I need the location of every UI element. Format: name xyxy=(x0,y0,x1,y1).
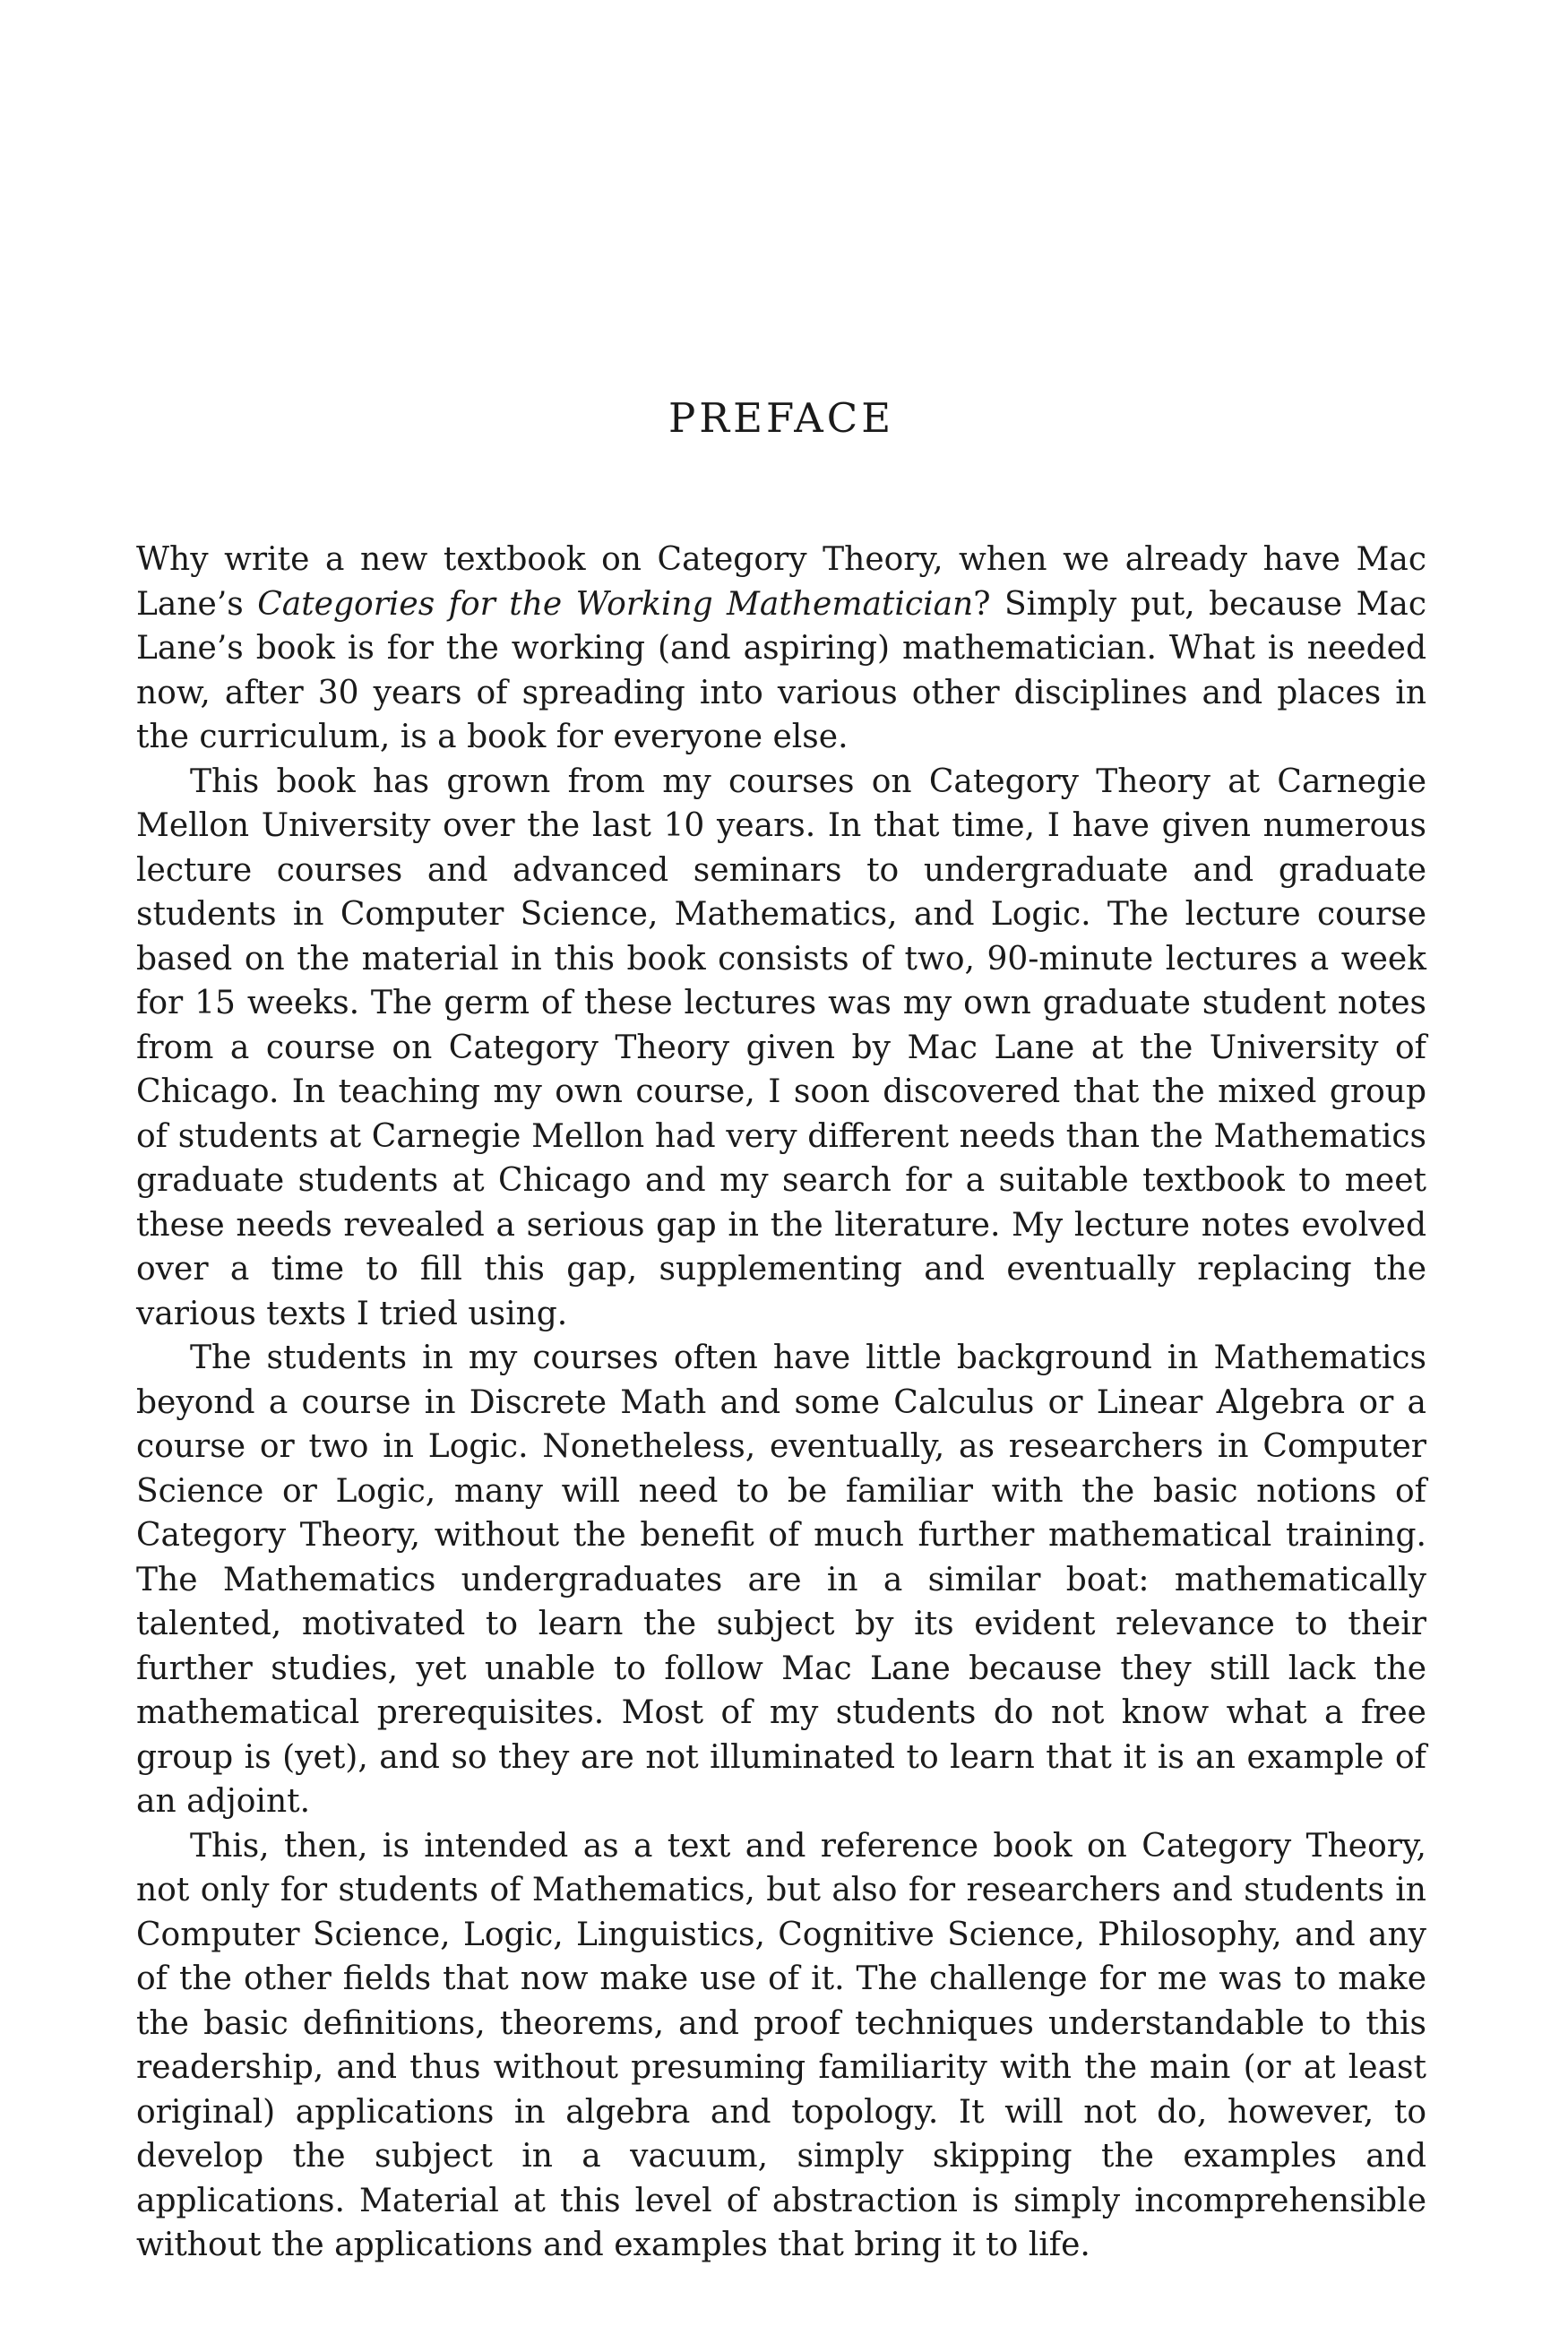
paragraph-3: The students in my courses often have little background in Mathematics beyond a course in Discrete Math and some Calculus or Linear Algebra or a course or two in Logic. Nonetheless, eventually, as researchers in Computer Science or Logic, many will need to be familiar with the basic notions of Category Theory, without the benefit of much further mathematical training. The Mathematics undergraduates are in a similar boat: mathematically talented, motivated to learn the subject by its evident relevance to their further studies, yet unable to follow Mac Lane because they still lack the mathematical prerequisites. Most of my students do not know what a free group is (yet), and so they are not illuminated to learn that it is an example of an adjoint. xyxy=(136,1340,1426,1820)
paragraph-1 xyxy=(136,538,1426,760)
paragraph-2: This book has grown from my courses on Category Theory at Carnegie Mellon University over the last 10 years. In that time, I have given numerous lecture courses and advanced seminars to undergraduate and graduate students in Computer Science, Mathematics, and Logic. The lecture course based on the material in this book consists of two, 90-minute lectures a week for 15 weeks. The germ of these lectures was my own graduate student notes from a course on Category Theory given by Mac Lane at the University of Chicago. In teaching my own course, I soon discovered that the mixed group of students at Carnegie Mellon had very different needs than the Mathematics graduate students at Chicago and my search for a suitable textbook to meet these needs revealed a serious gap in the literature. My lecture notes evolved over a time to fill this gap, supplementing and eventually replacing the various texts I tried using. xyxy=(136,762,1426,1332)
paragraph-1-text-before: Why write a new textbook on Category Theory, when we already have Mac Lane’s xyxy=(136,541,1426,623)
preface-body xyxy=(136,538,1426,2268)
page-title: PREFACE xyxy=(668,394,895,442)
paragraph-4: This, then, is intended as a text and reference book on Category Theory, not only for students of Mathematics, but also for researchers and students in Computer Science, Logic, Linguistics, Cognitive Science, Philosophy, and any of the other fields that now make use of it. The challenge for me was to make the basic definitions, theorems, and proof techniques understandable to this readership, and thus without presuming familiarity with the main (or at least original) applications in algebra and topology. It will not do, however, to develop the subject in a vacuum, simply skipping the examples and applications. Material at this level of abstraction is simply incomprehensible without the applications and examples that bring it to life. xyxy=(136,1827,1426,2263)
paragraph-1-text-after: ? Simply put, because Mac Lane’s book is for the working (and aspiring) mathematician. What is needed now, after 30 years of spreading into various other disciplines and places in the curriculum, is a book for everyone else. xyxy=(136,585,1426,755)
book-title-italic: Categories for the Working Mathematician xyxy=(257,585,974,623)
